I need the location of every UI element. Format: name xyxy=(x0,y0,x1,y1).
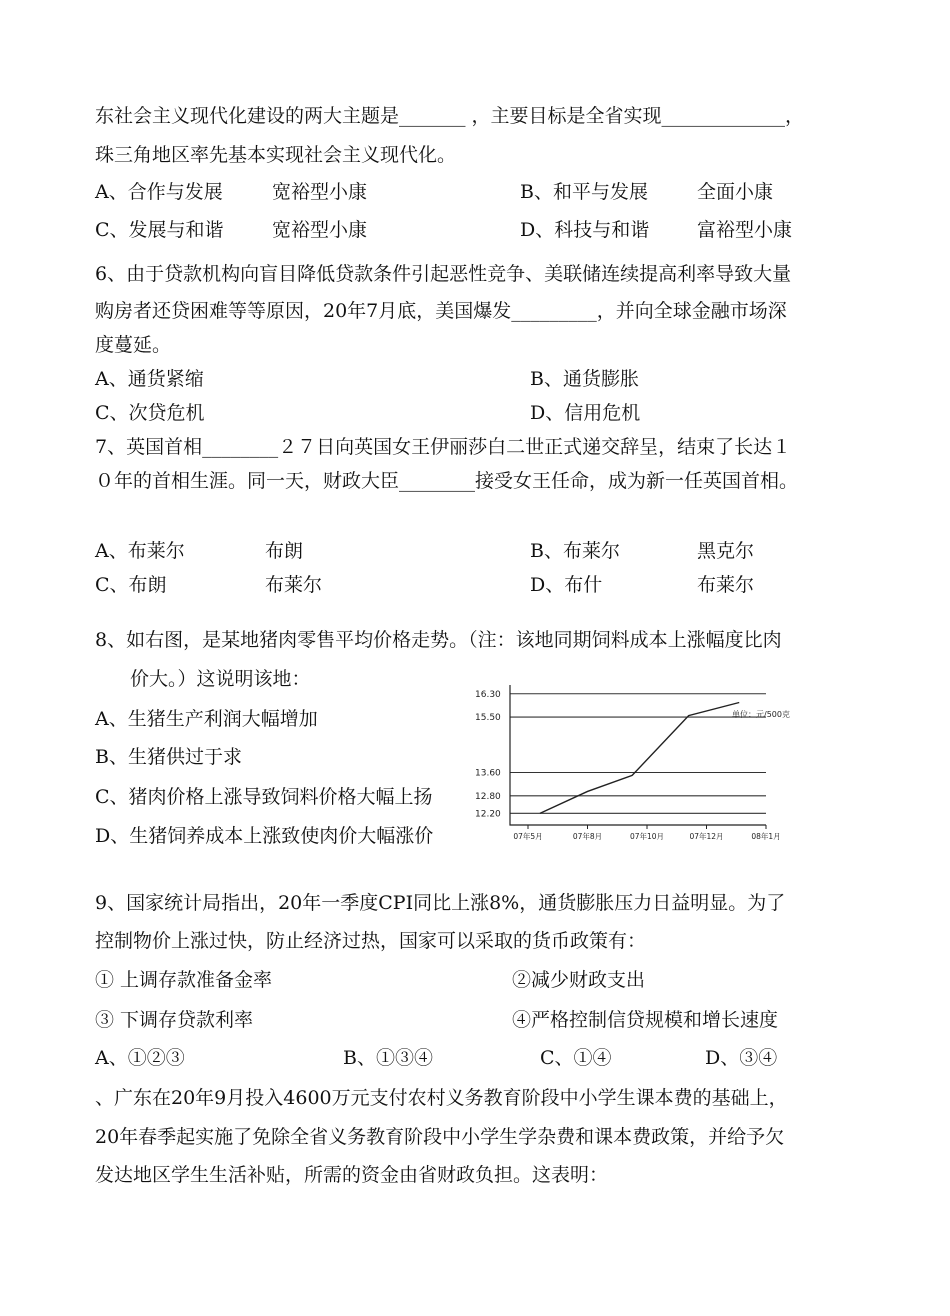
q5-option-d: D、科技与和谐 xyxy=(520,219,650,241)
q10-stem-line-2: 20年春季起实施了免除全省义务教育阶段中小学生学杂费和课本费政策，并给予欠 xyxy=(95,1126,785,1148)
chart-x-tick-label: 07年10月 xyxy=(629,832,665,841)
q7-option-b-2: 黑克尔 xyxy=(697,540,755,562)
chart-y-tick-label: 13.60 xyxy=(475,768,501,779)
pork-price-series-line xyxy=(540,703,739,814)
q9-item-3: ③ 下调存贷款利率 xyxy=(95,1009,254,1031)
q9-option-d: D、③④ xyxy=(705,1047,778,1069)
q6-stem-line-1: 6、由于贷款机构向盲目降低贷款条件引起恶性竞争、美联储连续提高利率导致大量 xyxy=(95,263,792,285)
q5-option-a: A、合作与发展 xyxy=(95,181,223,203)
q10-stem-line-1: 、广东在20年9月投入4600万元支付农村义务教育阶段中小学生课本费的基础上， xyxy=(95,1087,788,1109)
q9-stem-line-2: 控制物价上涨过快，防止经济过热，国家可以采取的货币政策有： xyxy=(95,930,647,952)
chart-x-tick-label: 07年8月 xyxy=(572,832,603,841)
q8-option-d: D、生猪饲养成本上涨致使肉价大幅涨价 xyxy=(95,825,434,847)
q9-option-a: A、①②③ xyxy=(95,1047,185,1069)
chart-y-tick-label: 12.20 xyxy=(475,809,501,820)
chart-unit-note: 单位：元/500克 xyxy=(732,710,790,719)
q9-item-4: ④严格控制信贷规模和增长速度 xyxy=(512,1009,779,1031)
q6-option-c: C、次贷危机 xyxy=(95,402,205,424)
chart-x-tick-label: 07年5月 xyxy=(513,832,543,841)
q8-stem-line-2: 价大。）这说明该地： xyxy=(130,668,311,690)
q7-stem-line-2: ０年的首相生涯。同一天，财政大臣________接受女王任命，成为新一任英国首相。 xyxy=(95,470,799,492)
q6-stem-line-3: 度蔓延。 xyxy=(95,334,172,356)
q9-stem-line-1: 9、国家统计局指出，20年一季度CPI同比上涨8%，通货膨胀压力日益明显。为了 xyxy=(95,892,786,914)
q9-option-c: C、①④ xyxy=(540,1047,612,1069)
chart-x-tick-label: 08年1月 xyxy=(751,832,781,841)
pork-price-line-chart xyxy=(470,677,790,845)
q5-option-c-2: 宽裕型小康 xyxy=(272,219,368,241)
q6-option-a: A、通货紧缩 xyxy=(95,368,204,390)
chart-y-tick-label: 15.50 xyxy=(475,713,501,724)
q8-option-b: B、生猪供过于求 xyxy=(95,746,242,768)
q5-option-c: C、发展与和谐 xyxy=(95,219,224,241)
q5-option-b: B、和平与发展 xyxy=(520,181,648,203)
q7-option-c: C、布朗 xyxy=(95,574,167,596)
q6-option-d: D、信用危机 xyxy=(530,402,641,424)
q7-option-d-2: 布莱尔 xyxy=(697,574,755,596)
q9-item-2: ②减少财政支出 xyxy=(512,969,646,991)
chart-y-tick-label: 16.30 xyxy=(475,689,501,700)
q5-stem-line-1: 东社会主义现代化建设的两大主题是_______ ，主要目标是全省实现_____________， xyxy=(95,105,805,127)
q9-item-1: ① 上调存款准备金率 xyxy=(95,969,273,991)
q8-option-c: C、猪肉价格上涨导致饲料价格大幅上扬 xyxy=(95,786,433,808)
q7-option-d: D、布什 xyxy=(530,574,603,596)
q7-option-a-2: 布朗 xyxy=(265,540,304,562)
q5-option-b-2: 全面小康 xyxy=(697,181,774,203)
q7-stem-line-1: 7、英国首相________２７日向英国女王伊丽莎白二世正式递交辞呈，结束了长达１ xyxy=(95,436,792,458)
q10-stem-line-3: 发达地区学生生活补贴，所需的资金由省财政负担。这表明： xyxy=(95,1164,609,1186)
q6-stem-line-2: 购房者还贷困难等等原因，20年7月底，美国爆发_________，并向全球金融市场深 xyxy=(95,300,787,322)
chart-x-tick-label: 07年12月 xyxy=(689,832,724,841)
q5-stem-line-2: 珠三角地区率先基本实现社会主义现代化。 xyxy=(95,144,457,166)
q9-option-b: B、①③④ xyxy=(343,1047,433,1069)
q5-option-a-2: 宽裕型小康 xyxy=(272,181,368,203)
chart-y-tick-label: 12.80 xyxy=(475,791,501,802)
q5-option-d-2: 富裕型小康 xyxy=(697,219,793,241)
q6-option-b: B、通货膨胀 xyxy=(530,368,639,390)
q7-option-b: B、布莱尔 xyxy=(530,540,620,562)
q7-option-c-2: 布莱尔 xyxy=(265,574,323,596)
q8-stem-line-1: 8、如右图，是某地猪肉零售平均价格走势。（注：该地同期饲料成本上涨幅度比肉 xyxy=(95,629,782,651)
q8-option-a: A、生猪生产利润大幅增加 xyxy=(95,708,318,730)
q7-option-a: A、布莱尔 xyxy=(95,540,185,562)
